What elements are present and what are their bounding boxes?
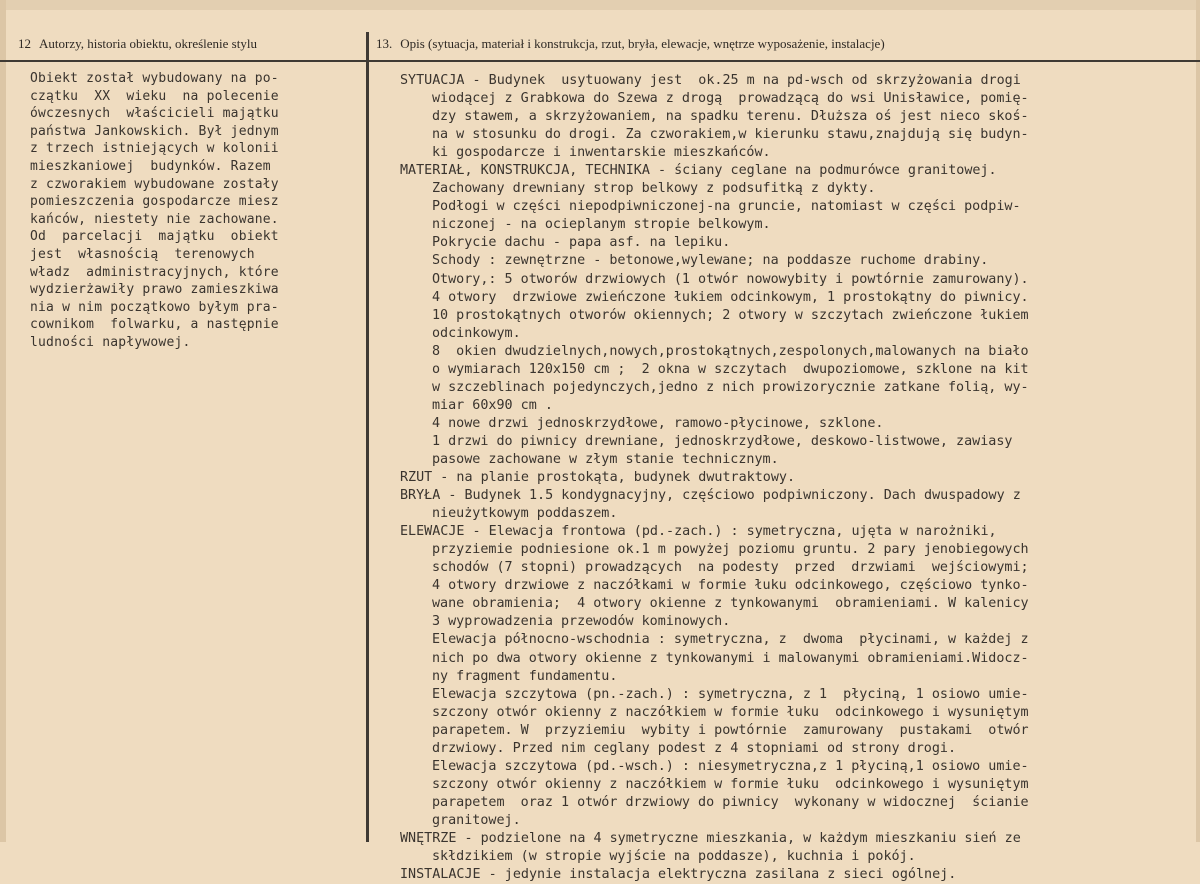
description-text-line: 4 nowe drzwi jednoskrzydłowe, ramowo-płycinowe, szklone. [432,415,884,431]
description-text-line: 1 drzwi do piwnicy drewniane, jednoskrzydłowe, deskowo-listwowe, zawiasy [432,433,1013,449]
history-text-line: czątku XX wieku na polecenie [30,88,279,104]
description-text-line: 10 prostokątnych otworów okiennych; 2 otwory w szczytach zwieńczone łukiem [432,307,1029,323]
left-section-number: 12 [18,36,31,51]
description-text-line: dzy stawem, a skrzyżowaniem, na spadku terenu. Dłuższa oś jest nieco skoś- [432,109,1029,125]
description-text-line: Schody : zewnętrzne - betonowe,wylewane; na poddasze ruchome drabiny. [432,253,989,269]
description-text-line: pasowe zachowane w złym stanie technicznym. [432,451,779,467]
header-divider [0,60,1200,62]
description-text-line: SYTUACJA - Budynek usytuowany jest ok.25 m na pd-wsch od skrzyżowania drogi [400,73,1021,88]
left-section-title: Autorzy, historia obiektu, określenie stylu [39,36,257,51]
description-text-line: o wymiarach 120x150 cm ; 2 okna w szczytach dwupoziomowe, szklone na kit [432,361,1029,377]
description-text-line: RZUT - na planie prostokąta, budynek dwutraktowy. [400,470,796,486]
description-text-line: skłdzikiem (w stropie wyjście na poddasze), kuchnia i pokój. [432,849,916,865]
description-text-line: MATERIAŁ, KONSTRUKCJA, TECHNIKA - ściany ceglane na podmurówce granitowej. [400,163,997,179]
description-text-line: ny fragment fundamentu. [432,668,618,684]
description-text-line: Otwory,: 5 otworów drzwiowych (1 otwór nowowybity i powtórnie zamurowany). [432,271,1029,287]
description-text-line: miar 60x90 cm . [432,397,553,413]
history-text-line: mieszkaniowej budynków. Razem [30,158,271,174]
description-text-line: ki gospodarcze i inwentarskie mieszkańców. [432,145,771,161]
description-text-line: parapetem oraz 1 otwór drzwiowy do piwnicy wykonany w widocznej ścianie [432,794,1029,810]
right-section-title: Opis (sytuacja, materiał i konstrukcja, rzut, bryła, elewacje, wnętrze wyposażenie, instalacje) [400,36,885,51]
history-text-line: ludności napływowej. [30,334,191,350]
description-text-line: ELEWACJE - Elewacja frontowa (pd.-zach.) : symetryczna, ujęta w narożniki, [400,524,997,540]
left-section-header [18,36,257,52]
description-text-line: parapetem. W przyziemiu wybity i powtórnie zamurowany pustakami otwór [432,722,1029,738]
description-text-line: nieużytkowym poddaszem. [432,506,618,522]
description-text-line: szczony otwór okienny z naczółkiem w formie łuku odcinkowego i wysuniętym [432,704,1029,720]
description-text-line: drzwiowy. Przed nim ceglany podest z 4 stopniami od strony drogi. [432,740,957,756]
description-text-line: odcinkowym. [432,325,521,341]
description-text-line: na w stosunku do drogi. Za czworakiem,w kierunku stawu,znajdują się budyn- [432,127,1029,143]
description-text-line: Elewacja szczytowa (pd.-wsch.) : niesymetryczna,z 1 płyciną,1 osiowo umie- [432,758,1029,774]
description-text-line: niczonej - na ocieplanym stropie belkowym. [432,217,771,233]
description-text-line: 8 okien dwudzielnych,nowych,prostokątnych,zespolonych,malowanych na biało [432,343,1029,359]
history-text-line: Obiekt został wybudowany na po- [30,71,279,86]
description-text-line: 4 otwory drzwiowe z naczółkami w formie łuku odcinkowego, częściowo tynko- [432,578,1029,594]
history-text-line: ówczesnych właścicieli majątku [30,106,279,122]
description-text-line: przyziemie podniesione ok.1 m powyżej poziomu gruntu. 2 pary jenobiegowych [432,542,1029,558]
description-text-line: Pokrycie dachu - papa asf. na lepiku. [432,235,731,251]
history-text-line: cownikom folwarku, a następnie [30,317,279,333]
description-text-line: 3 wyprowadzenia przewodów kominowych. [432,614,731,630]
description-text-line: w szczeblinach pojedynczych,jedno z nich prowizorycznie zatkane folią, wy- [432,379,1029,395]
history-text-line: państwa Jankowskich. Był jednym [30,123,279,139]
description-text-line: nich po dwa otwory okienne z tynkowanymi i malowanymi obramieniami.Widocz- [432,650,1029,666]
history-text-line: Od parcelacji majątku obiekt [30,229,279,245]
history-text-line: pomieszczenia gospodarcze miesz [30,194,279,210]
description-text-line: granitowej. [432,812,521,828]
description-text-line: wiodącej z Grabkowa do Szewa z drogą prowadzącą do wsi Unisławice, pomię- [432,91,1029,107]
history-text-line: wydzierżawiły prawo zamieszkiwa [30,282,279,298]
description-text-line: Elewacja szczytowa (pn.-zach.) : symetryczna, z 1 płyciną, 1 osiowo umie- [432,686,1029,702]
description-text-line: 4 otwory drzwiowe zwieńczone łukiem odcinkowym, 1 prostokątny do piwnicy. [432,289,1029,305]
description-text-block [0,72,1200,884]
history-text-line: z czworakiem wybudowane zostały [30,176,279,192]
right-section-number: 13. [376,36,393,51]
history-text-line: władz administracyjnych, które [30,264,279,280]
description-text-line: BRYŁA - Budynek 1.5 kondygnacyjny, częściowo podpiwniczony. Dach dwuspadowy z [400,488,1021,504]
description-text-line: Elewacja północno-wschodnia : symetryczna, z dwoma płycinami, w każdej z [432,632,1029,648]
description-text-line: WNĘTRZE - podzielone na 4 symetryczne mieszkania, w każdym mieszkaniu sień ze [400,830,1021,846]
right-section-header [376,36,885,52]
history-text-line: kańców, niestety nie zachowane. [30,211,279,227]
description-text-line: wane obramienia; 4 otwory okienne z tynkowanymi obramieniami. W kalenicy [432,596,1029,612]
history-text-line: jest własnością terenowych [30,246,255,262]
page-top-edge [0,0,1200,10]
history-text-line: nia w nim początkowo byłym pra- [30,299,279,315]
description-text-line: INSTALACJE - jedynie instalacja elektryczna zasilana z sieci ogólnej. [400,867,957,883]
description-text-line: schodów (7 stopni) prowadzących na podesty przed drzwiami wejściowymi; [432,560,1029,576]
description-text-line: Zachowany drewniany strop belkowy z podsufitką z dykty. [432,181,876,197]
description-text-line: Podłogi w części niepodpiwniczonej-na gruncie, natomiast w części podpiw- [432,199,1021,215]
history-text-line: z trzech istniejących w kolonii [30,141,279,157]
description-text-line: szczony otwór okienny z naczółkiem w formie łuku odcinkowego i wysuniętym [432,776,1029,792]
